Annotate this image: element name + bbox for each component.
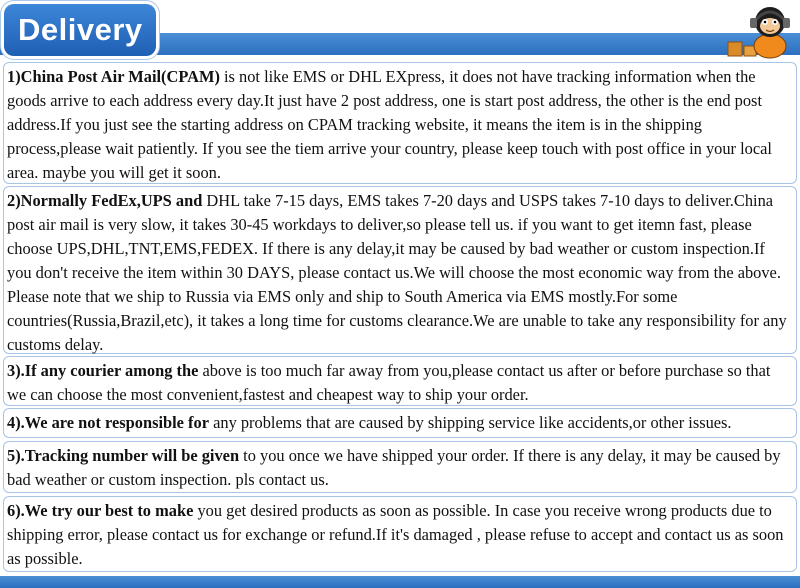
delivery-note-2 xyxy=(3,186,797,354)
header-bar xyxy=(0,0,800,62)
note-body: to you once we have shipped your order. If there is any delay, it may be caused by bad weather or custom inspection. pls contact us. xyxy=(7,446,781,489)
note-body: is not like EMS or DHL EXpress, it does not have tracking information when the goods arrive to each address every day.It just have 2 post address, one is start post address, the other is the end post address.If you just see the starting address on CPAM tracking website, it means the item is in the shipping process,please wait patiently. If you see the tiem arrive your country, please keep touch with post office in your local area. maybe you will get it soon. xyxy=(7,67,772,182)
delivery-note-3 xyxy=(3,356,797,406)
delivery-note-6 xyxy=(3,496,797,572)
note-body: any problems that are caused by shipping service like accidents,or other issues. xyxy=(209,413,732,432)
note-body: above is too much far away from you,please contact us after or before purchase so that we can choose the most convenient,fastest and cheapest way to ship your order. xyxy=(7,361,771,404)
note-lead: 1)China Post Air Mail(CPAM) xyxy=(7,67,220,86)
delivery-note-5 xyxy=(3,441,797,493)
note-lead: 4).We are not responsible for xyxy=(7,413,209,432)
note-lead: 6).We try our best to make xyxy=(7,501,194,520)
note-lead: 2)Normally FedEx,UPS and xyxy=(7,191,203,210)
note-body: DHL take 7-15 days, EMS takes 7-20 days and USPS takes 7-10 days to deliver.China post air mail is very slow, it takes 30-45 workdays to deliver,so please tell us. if you want to get itemn fast, please choose UPS,DHL,TNT,EMS,FEDEX. If there is any delay,it may be caused by bad weather or custom inspection.If you don't receive the item within 30 DAYS, please contact us.We will choose the most economic way from the above. Please note that we ship to Russia via EMS only and ship to South America via EMS mostly.For some countries(Russia,Brazil,etc), it takes a long time for customs clearance.We are unable to take any responsibility for any customs delay. xyxy=(7,191,787,354)
note-lead: 5).Tracking number will be given xyxy=(7,446,240,465)
delivery-note-4 xyxy=(3,408,797,438)
delivery-note-1 xyxy=(3,62,797,184)
note-lead: 3).If any courier among the xyxy=(7,361,199,380)
page-title: Delivery xyxy=(18,12,143,47)
note-body: you get desired products as soon as possible. In case you receive wrong products due to shipping error, please contact us for exchange or refund.If it's damaged , please refuse to accept and contact us as soon as possible. xyxy=(7,501,784,568)
mascot-with-headphones-icon xyxy=(726,2,798,60)
title-tab xyxy=(4,4,156,56)
footer-bar xyxy=(0,576,800,588)
